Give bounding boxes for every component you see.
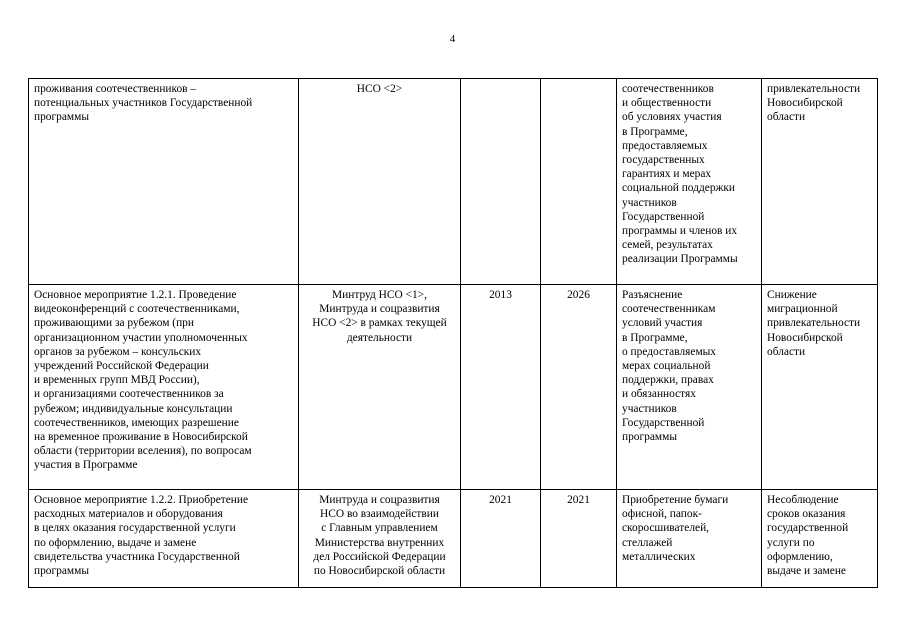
content-cell: Приобретение бумаги офисной, папок- скоросшивателей, стеллажей металлических	[617, 490, 762, 588]
start-year-cell: 2013	[461, 285, 541, 490]
activity-cell: проживания соотечественников – потенциальных участников Государственной программы	[29, 79, 299, 285]
table-row	[29, 285, 878, 490]
result-cell: Снижение миграционной привлекательности Новосибирской области	[762, 285, 878, 490]
activity-cell: Основное мероприятие 1.2.2. Приобретение расходных материалов и оборудования в целях оказания государственной услуги по оформлению, выдаче и замене свидетельства участника Государственной программы	[29, 490, 299, 588]
start-year-cell	[461, 79, 541, 285]
page-number: 4	[449, 33, 456, 45]
content-cell: соотечественников и общественности об условиях участия в Программе, предоставляемых государственных гарантиях и мерах социальной поддержки участников Государственной программы и членов их семей, результатах реализации Программы	[617, 79, 762, 285]
end-year-cell: 2021	[541, 490, 617, 588]
activity-cell: Основное мероприятие 1.2.1. Проведение видеоконференций с соотечественниками, проживающими за рубежом (при организационном участии уполномоченных органов за рубежом – консульских учреждений Российской Федерации и временных групп МВД России), и организациями соотечественников за рубежом; индивидуальные консультации соотечественников, имеющих разрешение на временное проживание в Новосибирской области (территории вселения), по вопросам участия в Программе	[29, 285, 299, 490]
table-row	[29, 79, 878, 285]
end-year-cell: 2026	[541, 285, 617, 490]
end-year-cell	[541, 79, 617, 285]
executor-cell: Минтруд НСО <1>, Минтруда и соцразвития НСО <2> в рамках текущей деятельности	[299, 285, 461, 490]
table-row	[29, 490, 878, 588]
content-cell: Разъяснение соотечественникам условий участия в Программе, о предоставляемых мерах социальной поддержки, правах и обязанностях участников Государственной программы	[617, 285, 762, 490]
executor-cell: Минтруда и соцразвития НСО во взаимодействии с Главным управлением Министерства внутренних дел Российской Федерации по Новосибирской области	[299, 490, 461, 588]
program-activities-table	[28, 78, 878, 588]
start-year-cell: 2021	[461, 490, 541, 588]
executor-cell: НСО <2>	[299, 79, 461, 285]
result-cell: Несоблюдение сроков оказания государственной услуги по оформлению, выдаче и замене	[762, 490, 878, 588]
result-cell: привлекательности Новосибирской области	[762, 79, 878, 285]
